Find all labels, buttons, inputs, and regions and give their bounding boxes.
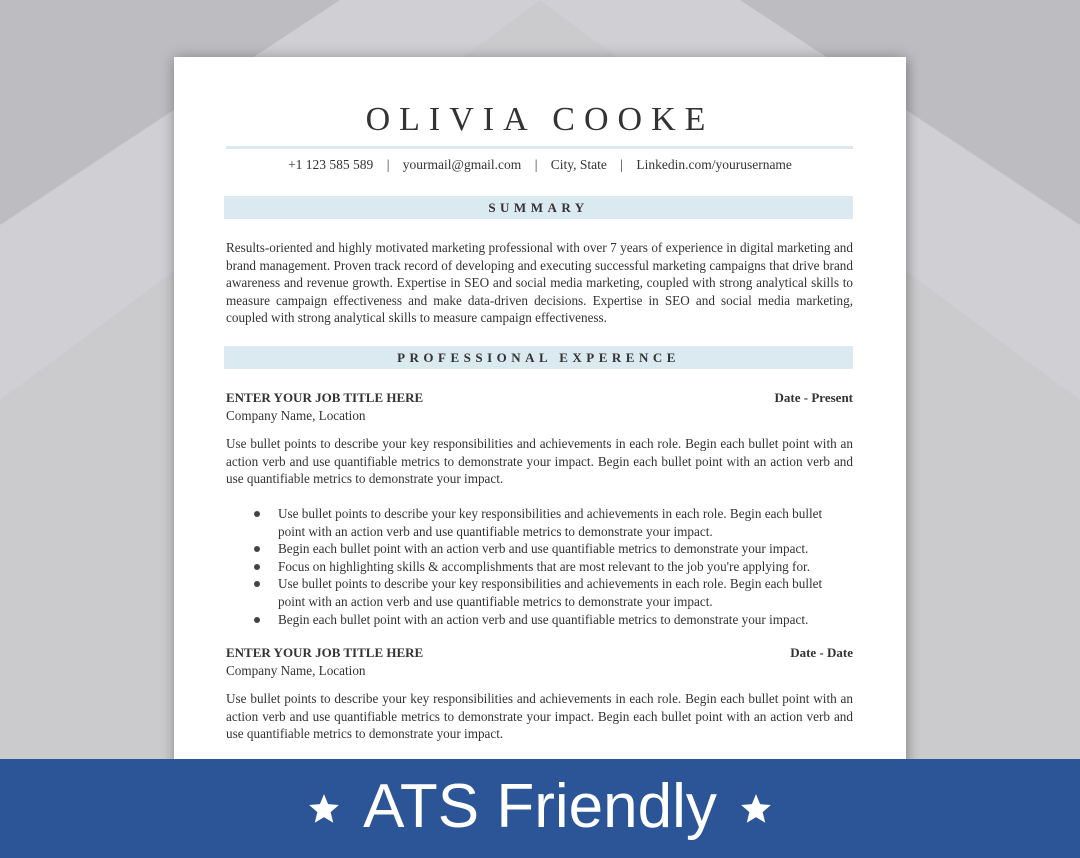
job-company: Company Name, Location bbox=[226, 663, 366, 678]
contact-phone: +1 123 585 589 bbox=[288, 157, 374, 172]
bullet-text: Focus on highlighting skills & accomplishments that are most relevant to the job you're applying for. bbox=[278, 558, 810, 574]
job-date: Date - Present bbox=[774, 390, 853, 405]
experience-heading: PROFESSIONAL EXPERENCE bbox=[224, 346, 853, 369]
ats-friendly-banner bbox=[0, 759, 1080, 858]
bullet-text: Begin each bullet point with an action verb and use quantifiable metrics to demonstrate your impact. bbox=[278, 541, 809, 557]
contact-email: yourmail@gmail.com bbox=[402, 157, 522, 172]
list-item bbox=[254, 540, 840, 558]
resume-name: OLIVIA COOKE bbox=[365, 101, 715, 138]
bullet-icon bbox=[254, 617, 260, 623]
resume-page bbox=[174, 57, 906, 777]
job-description: Use bullet points to describe your key responsibilities and achievements in each role. Begin each bullet point with an action verb and use quantifiable metrics to demonstrate your impact. Begin each bullet point with an action verb and use quantifiable metrics to demonstrate your impact. bbox=[226, 436, 853, 487]
contact-separator: | bbox=[534, 157, 538, 172]
bullet-icon bbox=[254, 564, 260, 570]
contact-separator: | bbox=[386, 157, 390, 172]
job-bullet-list bbox=[254, 505, 840, 628]
bullet-text: Use bullet points to describe your key responsibilities and achievements in each role. Begin each bullet point with an action verb and use quantifiable metrics to demonstrate your impact. bbox=[278, 576, 823, 609]
name-divider bbox=[226, 146, 853, 149]
bullet-text: Use bullet points to describe your key responsibilities and achievements in each role. Begin each bullet point with an action verb and use quantifiable metrics to demonstrate your impact. bbox=[278, 506, 823, 539]
banner-text: ATS Friendly bbox=[363, 771, 717, 841]
job-title: ENTER YOUR JOB TITLE HERE bbox=[226, 390, 424, 405]
job-date: Date - Date bbox=[790, 645, 853, 660]
star-icon bbox=[307, 792, 341, 826]
summary-text: Results-oriented and highly motivated marketing professional with over 7 years of experience in digital marketing and brand management. Proven track record of developing and executing successful marketing campaigns that drive brand awareness and revenue growth. Expertise in SEO and social media marketing, coupled with strong analytical skills to measure campaign effectiveness and make data-driven decisions. Expertise in SEO and social media marketing, coupled with strong analytical skills to measure campaign effectiveness. bbox=[226, 240, 853, 326]
bullet-icon bbox=[254, 546, 260, 552]
list-item bbox=[254, 558, 840, 576]
contact-separator: | bbox=[620, 157, 623, 172]
list-item bbox=[254, 575, 840, 610]
job-description: Use bullet points to describe your key responsibilities and achievements in each role. Begin each bullet point with an action verb and use quantifiable metrics to demonstrate your impact. Begin each bullet point with an action verb and use quantifiable metrics to demonstrate your impact. bbox=[226, 691, 853, 742]
job-company: Company Name, Location bbox=[226, 408, 366, 423]
bullet-text: Begin each bullet point with an action verb and use quantifiable metrics to demonstrate your impact. bbox=[278, 611, 809, 627]
contact-line bbox=[174, 157, 906, 173]
list-item bbox=[254, 505, 840, 540]
job-title: ENTER YOUR JOB TITLE HERE bbox=[226, 645, 424, 660]
bullet-icon bbox=[254, 511, 260, 517]
summary-heading: SUMMARY bbox=[224, 196, 853, 219]
list-item bbox=[254, 611, 840, 629]
star-icon bbox=[739, 792, 773, 826]
contact-location: City, State bbox=[550, 157, 607, 172]
contact-linkedin: Linkedin.com/yourusername bbox=[636, 157, 792, 172]
bullet-icon bbox=[254, 581, 260, 587]
